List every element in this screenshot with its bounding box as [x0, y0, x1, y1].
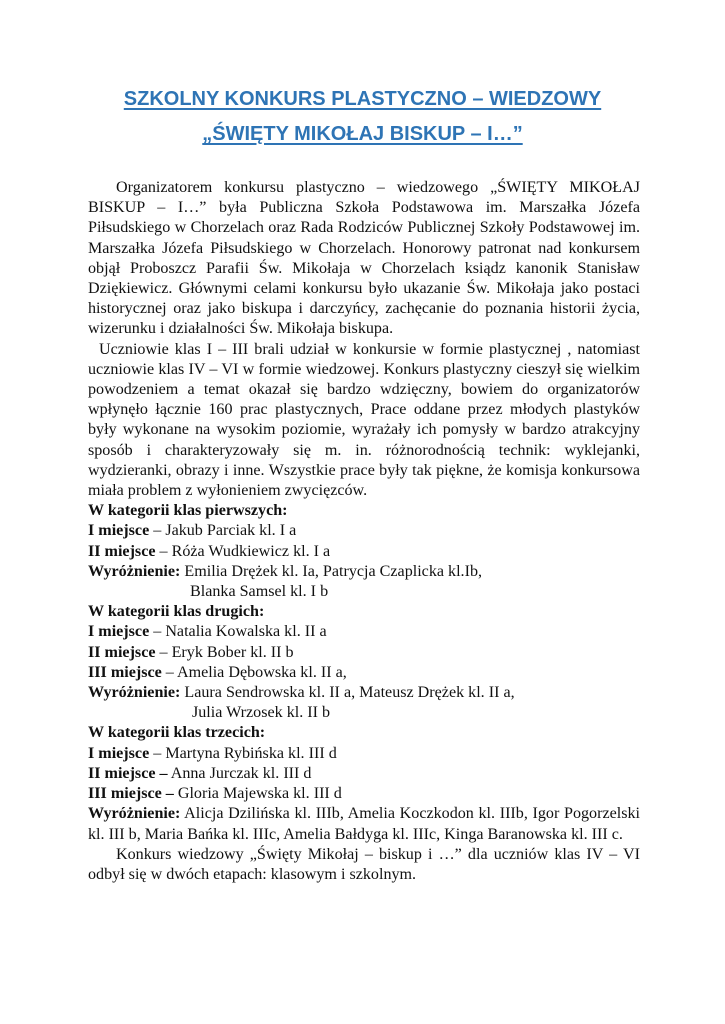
category-3-third-place: III miejsce – Gloria Majewska kl. III d — [88, 785, 342, 803]
document-body — [88, 178, 640, 885]
category-3-distinction: Wyróżnienie: Alicja Dzilińska kl. IIIb, Amelia Koczkodon kl. IIIb, Igor Pogorzelski kl. III b, Maria Bańka kl. IIIc, Amelia Bałdyga kl. IIIc, Kinga Baranowska kl. III c. — [88, 805, 640, 843]
closing-paragraph: Konkurs wiedzowy „Święty Mikołaj – biskup i …” dla uczniów klas IV – VI odbył się w dwóch etapach: klasowym i szkolnym. — [88, 845, 640, 883]
category-2-distinction: Wyróżnienie: Laura Sendrowska kl. II a, Mateusz Drężek kl. II a, — [88, 684, 515, 702]
category-1-heading: W kategorii klas pierwszych: — [88, 502, 288, 520]
category-2-heading: W kategorii klas drugich: — [88, 603, 265, 621]
category-3-heading: W kategorii klas trzecich: — [88, 724, 266, 742]
category-1-distinction: Wyróżnienie: Emilia Drężek kl. Ia, Patrycja Czaplicka kl.Ib, — [88, 562, 483, 580]
intro-paragraph-2: Uczniowie klas I – III brali udział w konkursie w formie plastycznej , natomiast uczniowie klas IV – VI w formie wiedzowej. Konkurs plastyczny cieszył się wielkim powodzeniem a temat okazał się bardzo wdzięczny, bowiem do organizatorów wpłynęło łącznie 160 prac plastycznych, Prace oddane przez młodych plastyków były wykonane na wysokim poziomie, wyrażały ich pomysły w bardzo atrakcyjny sposób i charakteryzowały się m. in. różnorodnością technik: wyklejanki, wydzieranki, obrazy i inne. Wszystkie prace były tak piękne, że komisja konkursowa miała problem z wyłonieniem zwycięzców. — [88, 340, 640, 500]
category-3-second-place: II miejsce – Anna Jurczak kl. III d — [88, 764, 312, 782]
category-1-distinction-continued: Blanka Samsel kl. I b — [190, 583, 329, 601]
document-title-line-1: SZKOLNY KONKURS PLASTYCZNO – WIEDZOWY — [123, 88, 602, 110]
category-2-second-place: II miejsce – Eryk Bober kl. II b — [88, 643, 294, 661]
category-2-first-place: I miejsce – Natalia Kowalska kl. II a — [88, 623, 327, 641]
category-1-second-place: II miejsce – Róża Wudkiewicz kl. I a — [88, 542, 331, 560]
category-2-third-place: III miejsce – Amelia Dębowska kl. II a, — [88, 663, 347, 681]
document-title-line-2: „ŚWIĘTY MIKOŁAJ BISKUP – I…” — [202, 123, 523, 145]
category-2-distinction-continued: Julia Wrzosek kl. II b — [192, 704, 331, 722]
intro-paragraph-1: Organizatorem konkursu plastyczno – wiedzowego „ŚWIĘTY MIKOŁAJ BISKUP – I…” była Publiczna Szkoła Podstawowa im. Marszałka Józefa Piłsudskiego w Chorzelach oraz Rada Rodziców Publicznej Szkoły Podstawowej im. Marszałka Józefa Piłsudskiego w Chorzelach. Honorowy patronat nad konkursem objął Proboszcz Parafii Św. Mikołaja w Chorzelach ksiądz kanonik Stanisław Dziękiewicz. Głównymi celami konkursu było ukazanie Św. Mikołaja jako postaci historycznej oraz jako biskupa i darczyńcy, zachęcanie do poznania historii życia, wizerunku i działalności Św. Mikołaja biskupa. — [88, 179, 640, 338]
category-3-first-place: I miejsce – Martyna Rybińska kl. III d — [88, 744, 337, 762]
category-1-first-place: I miejsce – Jakub Parciak kl. I a — [88, 522, 297, 540]
